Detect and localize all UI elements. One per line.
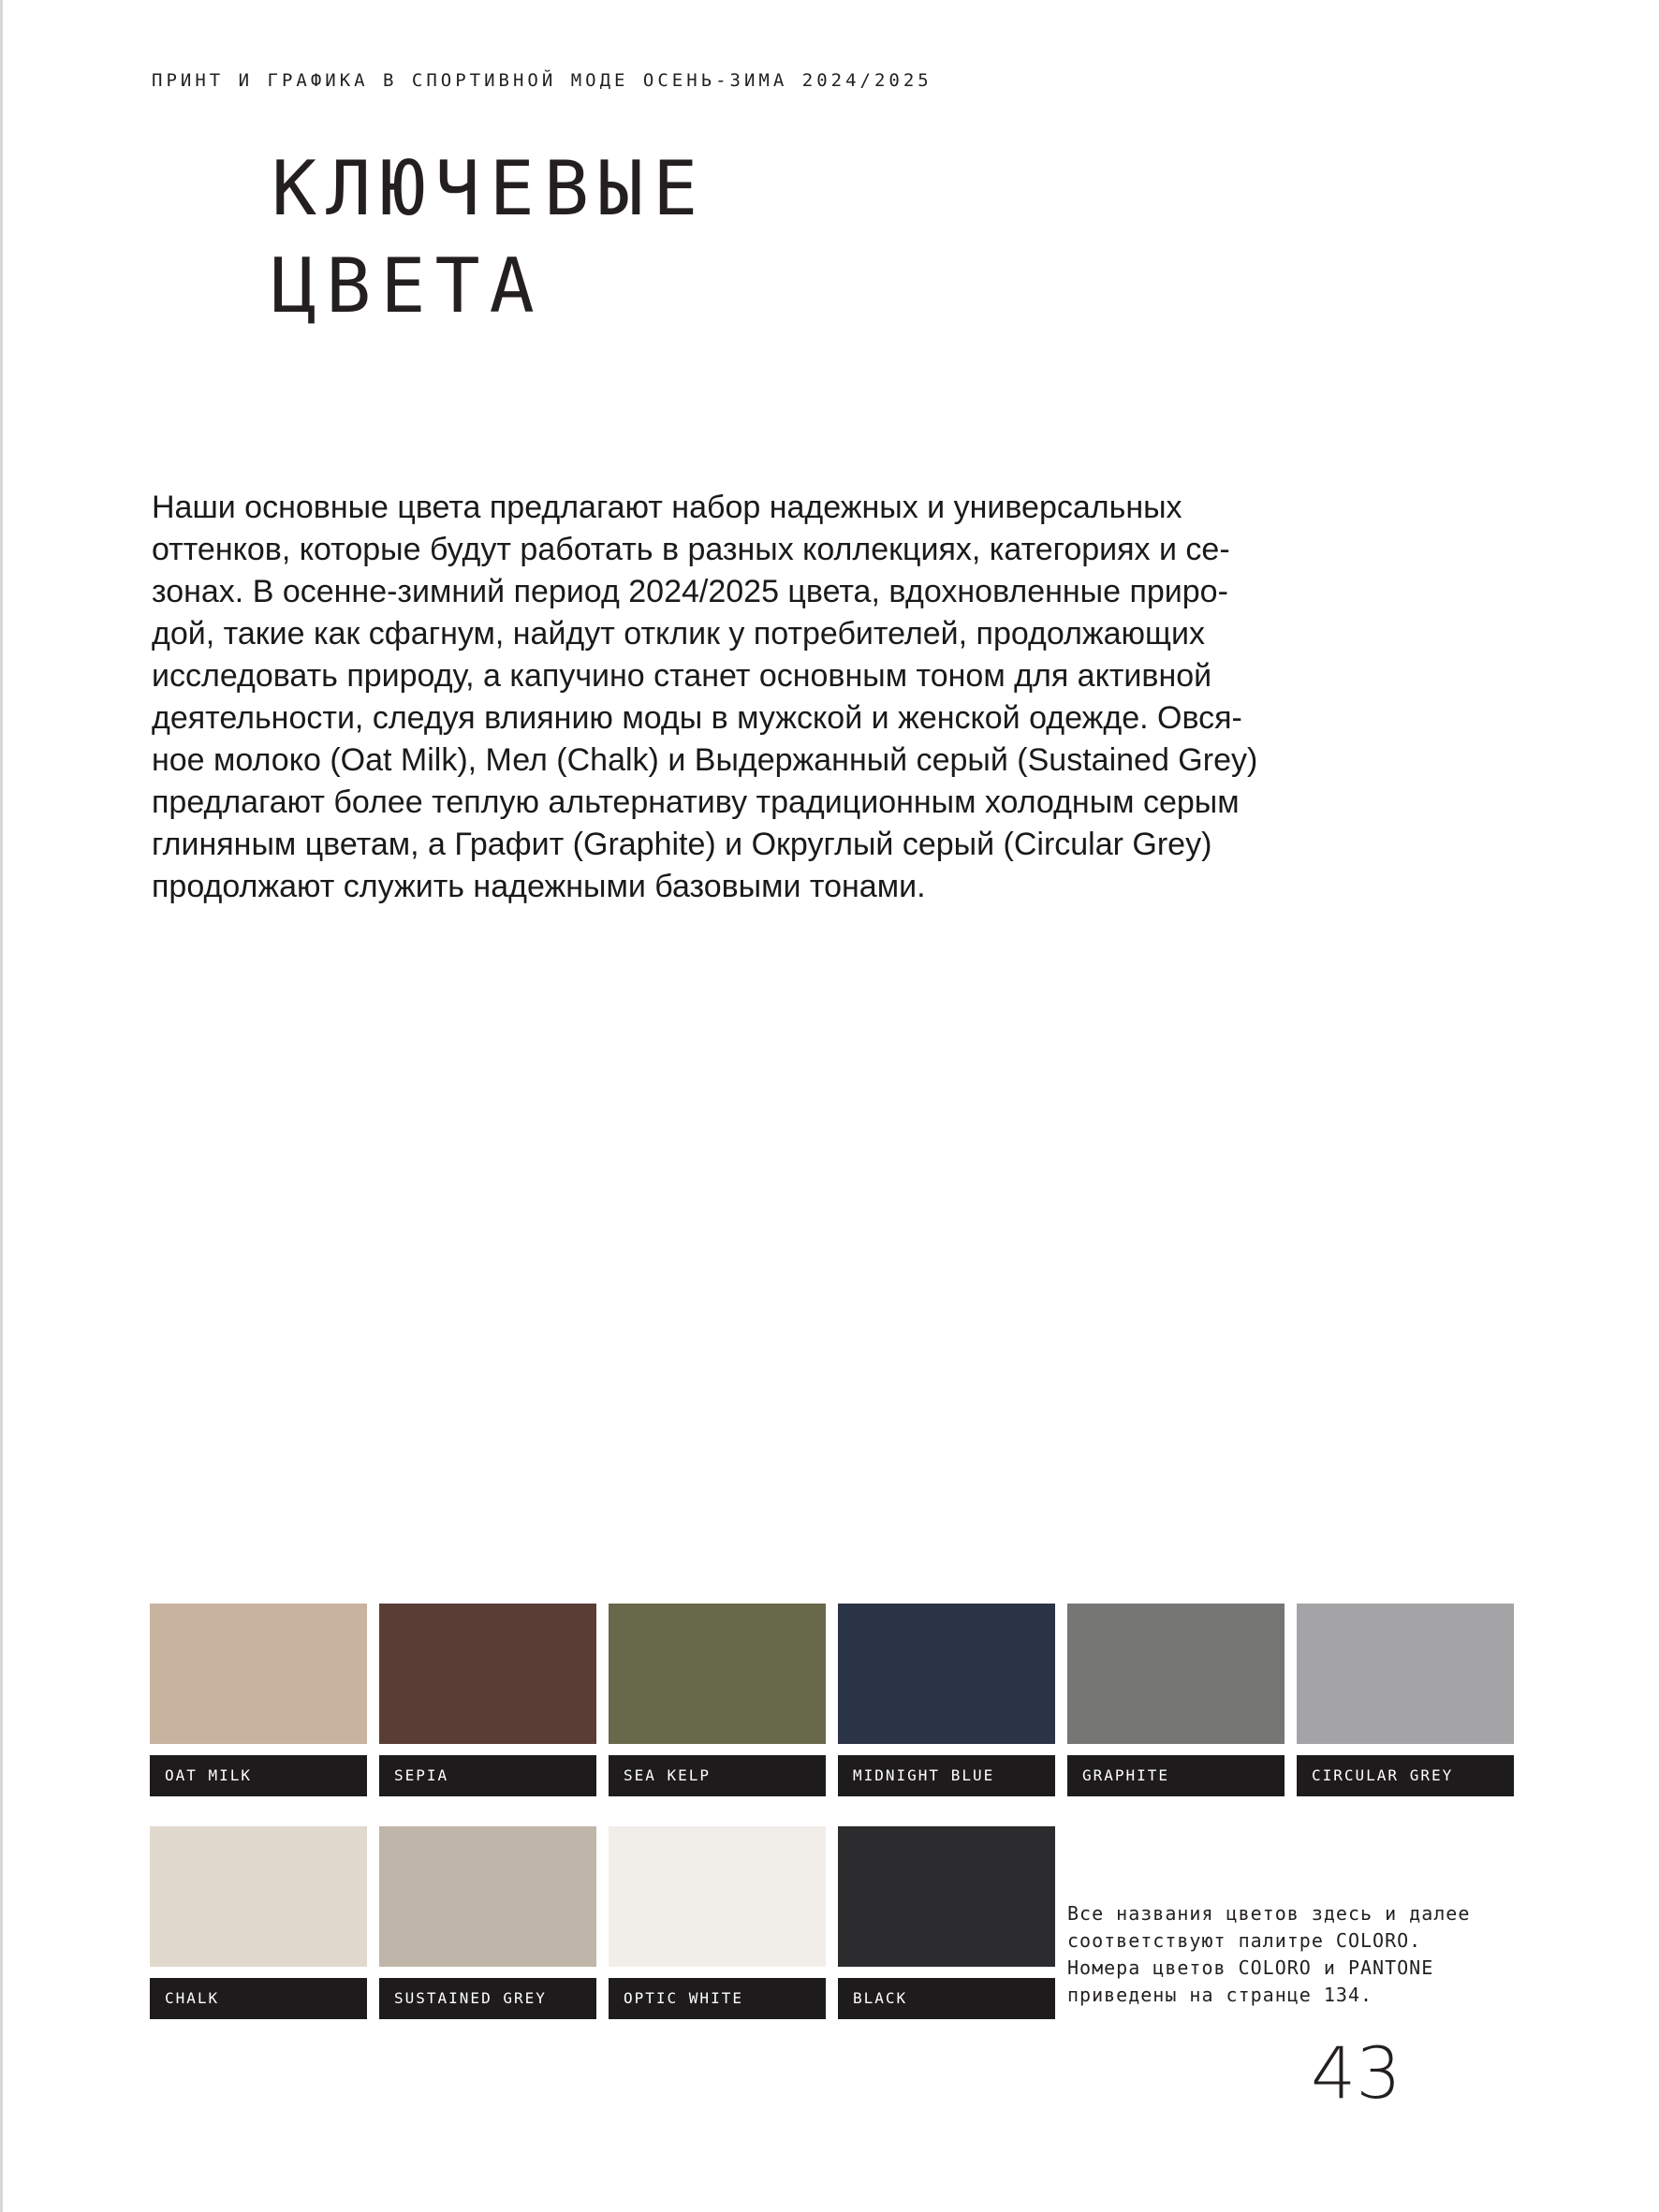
- swatch-midnight-blue: [838, 1604, 1055, 1796]
- intro-paragraph: [152, 487, 1462, 908]
- palette-footnote: [1067, 1900, 1517, 2009]
- swatch-label: GRAPHITE: [1067, 1755, 1285, 1796]
- swatch-label: SEPIA: [379, 1755, 596, 1796]
- swatch-black: [838, 1826, 1055, 2019]
- color-chip: [838, 1604, 1055, 1744]
- page-title-line-1: КЛЮЧЕВЫЕ: [272, 145, 708, 232]
- footnote-line: приведены на странце 134.: [1067, 1984, 1373, 2006]
- color-chip: [609, 1604, 826, 1744]
- page-title-line-2: ЦВЕТА: [272, 242, 544, 330]
- footnote-line: Все названия цветов здесь и далее: [1067, 1902, 1471, 1925]
- swatch-label: OAT MILK: [150, 1755, 367, 1796]
- swatch-label: MIDNIGHT BLUE: [838, 1755, 1055, 1796]
- intro-line: продолжают служить надежными базовыми тонами.: [152, 869, 926, 904]
- intro-line: дой, такие как сфагнум, найдут отклик у потребителей, продолжающих: [152, 616, 1205, 652]
- footnote-line: соответствуют палитре COLORO.: [1067, 1929, 1422, 1952]
- running-header: ПРИНТ И ГРАФИКА В СПОРТИВНОЙ МОДЕ ОСЕНЬ-ЗИМА 2024/2025: [152, 70, 932, 91]
- intro-line: глиняным цветам, а Графит (Graphite) и Округлый серый (Circular Grey): [152, 827, 1212, 862]
- swatch-label: CIRCULAR GREY: [1297, 1755, 1514, 1796]
- color-chip: [379, 1604, 596, 1744]
- swatch-optic-white: [609, 1826, 826, 2019]
- swatch-label: BLACK: [838, 1978, 1055, 2019]
- footnote-line: Номера цветов COLORO и PANTONE: [1067, 1956, 1434, 1979]
- intro-line: предлагают более теплую альтернативу традиционным холодным серым: [152, 784, 1240, 820]
- intro-line: Наши основные цвета предлагают набор надежных и универсальных: [152, 490, 1182, 525]
- page-number: 43: [1311, 2031, 1402, 2115]
- intro-line: исследовать природу, а капучино станет основным тоном для активной: [152, 658, 1212, 694]
- swatch-label: SEA KELP: [609, 1755, 826, 1796]
- intro-line: оттенков, которые будут работать в разных коллекциях, категориях и се-: [152, 532, 1230, 567]
- swatch-label: OPTIC WHITE: [609, 1978, 826, 2019]
- color-chip: [1067, 1604, 1285, 1744]
- intro-line: ное молоко (Oat Milk), Мел (Chalk) и Выдержанный серый (Sustained Grey): [152, 742, 1258, 778]
- page-title: [272, 140, 707, 335]
- swatch-chalk: [150, 1826, 367, 2019]
- page-edge: [0, 0, 3, 2212]
- swatch-sepia: [379, 1604, 596, 1796]
- swatch-circular-grey: [1297, 1604, 1514, 1796]
- swatch-label: SUSTAINED GREY: [379, 1978, 596, 2019]
- color-chip: [379, 1826, 596, 1967]
- intro-line: деятельности, следуя влиянию моды в мужской и женской одежде. Овся-: [152, 700, 1242, 736]
- swatch-sea-kelp: [609, 1604, 826, 1796]
- color-chip: [838, 1826, 1055, 1967]
- color-chip: [1297, 1604, 1514, 1744]
- swatch-label: CHALK: [150, 1978, 367, 2019]
- color-chip: [150, 1826, 367, 1967]
- swatch-sustained-grey: [379, 1826, 596, 2019]
- swatch-oat-milk: [150, 1604, 367, 1796]
- color-chip: [150, 1604, 367, 1744]
- intro-line: зонах. В осенне-зимний период 2024/2025 цвета, вдохновленные приро-: [152, 574, 1228, 609]
- color-chip: [609, 1826, 826, 1967]
- swatch-graphite: [1067, 1604, 1285, 1796]
